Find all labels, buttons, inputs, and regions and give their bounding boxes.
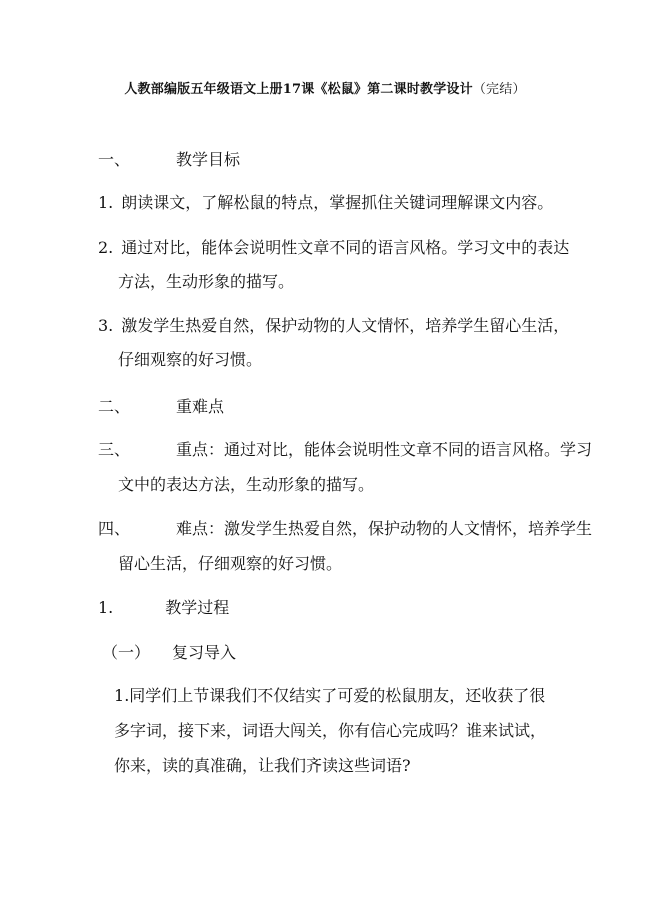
section-heading-goals: [98, 150, 240, 170]
document-title: [0, 78, 650, 97]
paragraph-review-intro: [114, 678, 554, 783]
goal-item-2-line2: 方法，生动形象的描写。: [118, 272, 295, 291]
section-heading-key-points: 二、 重难点: [98, 397, 225, 416]
goal-text: 激发学生热爱自然，保护动物的人文情怀，培养学生留心生活，: [121, 316, 570, 335]
section-difficulty-line1: 四、 难点：激发学生热爱自然，保护动物的人文情怀，培养学生: [98, 519, 593, 538]
goal-item-3-line1: 3. 激发学生热爱自然，保护动物的人文情怀，培养学生留心生活，: [98, 316, 570, 335]
section-difficulty-line2: 留心生活，仔细观察的好习惯。: [118, 554, 343, 573]
section-heading-process: 1. 教学过程: [98, 598, 230, 617]
goal-item-2-line1: 2. 通过对比，能体会说明性文章不同的语言风格。学习文中的表达: [98, 238, 570, 257]
section-focus-line1: 三、 重点：通过对比，能体会说明性文章不同的语言风格。学习: [98, 440, 593, 459]
subsection-review: （一） 复习导入: [102, 643, 237, 662]
goal-item-3-line2: 仔细观察的好习惯。: [118, 350, 263, 369]
paragraph-text: .同学们上节课我们不仅结实了可爱的松鼠朋友，还收获了很多字词，接下来，词语大闯关，你有信心完成吗？谁来试试，你来，读的真准确，让我们齐读这些词语?: [114, 686, 547, 775]
goal-text: 通过对比，能体会说明性文章不同的语言风格。学习文中的表达: [121, 238, 570, 257]
section-focus-line2: 文中的表达方法，生动形象的描写。: [118, 475, 375, 494]
section-number: 一、: [98, 150, 131, 169]
section-label: 教学目标: [176, 150, 241, 169]
paragraph-number: 1: [114, 686, 125, 705]
goal-item-1: 1. 朗读课文，了解松鼠的特点，掌握抓住关键词理解课文内容。: [98, 193, 554, 212]
title-main: 人教部编版五年级语文上册17课《松鼠》第二课时教学设计: [124, 82, 473, 97]
goal-text: 朗读课文，了解松鼠的特点，掌握抓住关键词理解课文内容。: [121, 193, 554, 212]
title-suffix: （完结）: [472, 82, 526, 97]
